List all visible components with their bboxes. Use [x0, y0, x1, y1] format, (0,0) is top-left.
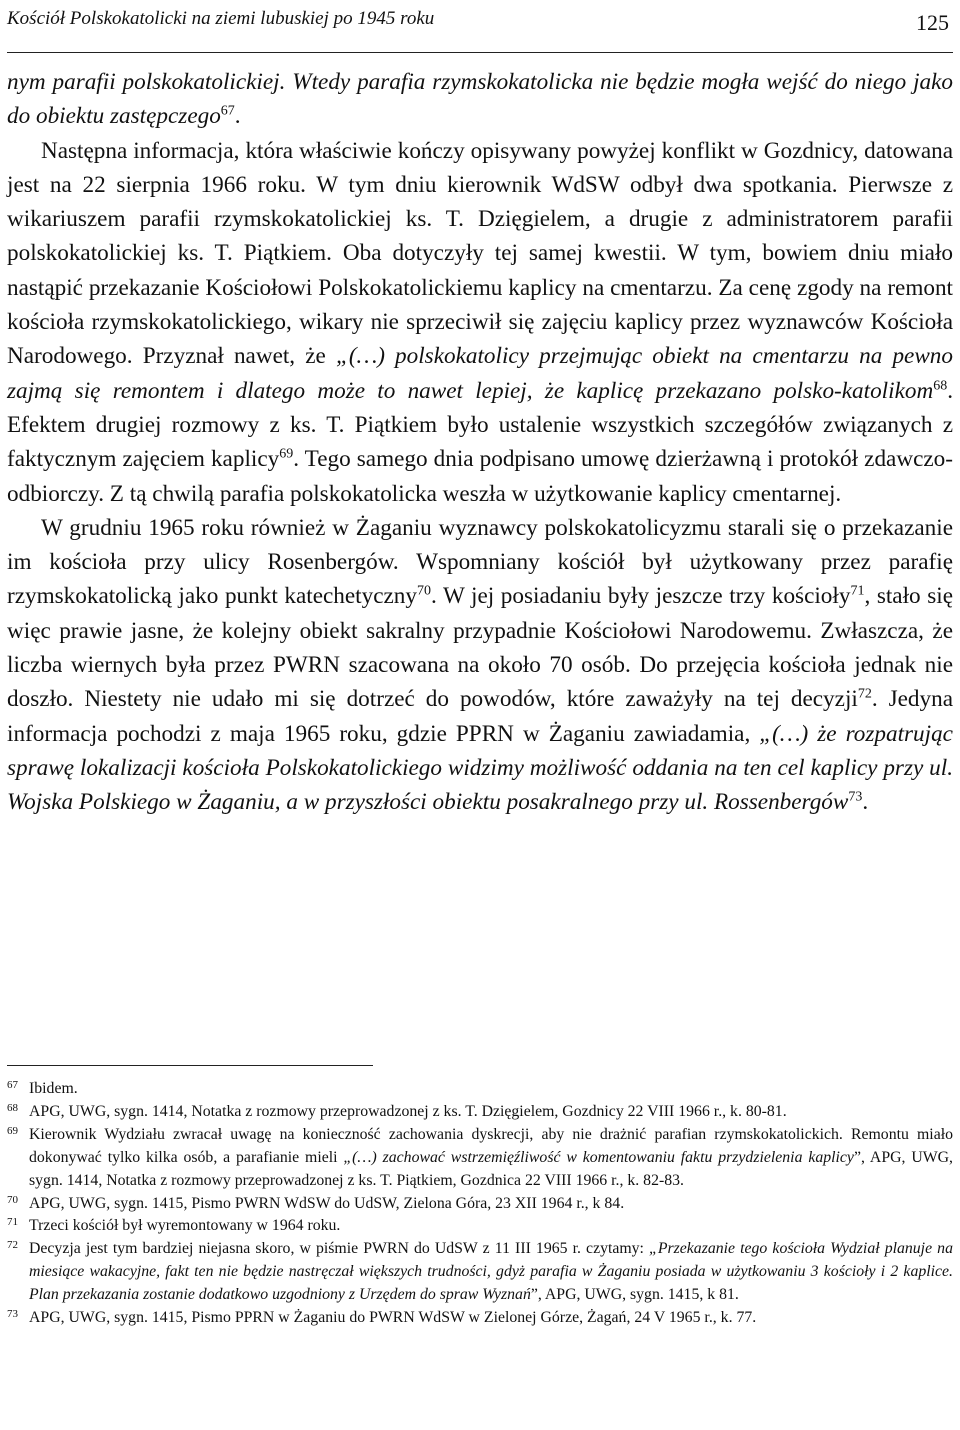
paragraph-3	[7, 511, 953, 820]
text-run: Następna informacja, która właściwie kończy opisywany powyżej konflikt w Gozdnicy, datowana jest na 22 sierpnia 1966 roku. W tym dniu kierownik WdSW odbył dwa spotkania. Pierwsze z wikariuszem parafii rzymskokatolickiej ks. T. Dzięgielem, a drugie z administratorem parafii polskokatolickiej ks. T. Piątkiem. Oba dotyczyły tej samej kwestii. W tym, bowiem dniu miało nastąpić przekazanie Kościołowi Polskokatolickiemu kaplicy na cmentarzu. Za cenę zgody na remont kościoła rzymskokatolickiego, wikary nie sprzeciwił się zajęciu kaplicy przez wyznawców Kościoła Narodowego. Przyznał nawet, że	[7, 137, 953, 370]
footnote-ref: 72	[857, 686, 872, 702]
footnote-73	[7, 1307, 953, 1330]
footnote-text: APG, UWG, sygn. 1414, Notatka z rozmowy przeprowadzonej z ks. T. Dzięgielem, Gozdnicy 22 VIII 1966 r., k. 80-81.	[29, 1102, 787, 1120]
footnote-number: 68	[7, 1101, 18, 1114]
footnote-text: Ibidem.	[29, 1080, 78, 1097]
footnote-text: Trzeci kościół był wyremontowany w 1964 roku.	[29, 1217, 341, 1235]
footnote-67	[7, 1078, 953, 1101]
text-run: . W jej posiadaniu były jeszcze trzy kościoły	[430, 583, 851, 610]
text-run: W grudniu 1965 roku również w Żaganiu wyznawcy polskokatolicyzmu starali się o przekazanie im kościoła przy ulicy Rosenbergów. Wspomniany kościół był użytkowany przez parafię rzymskokatolicką jako punkt katechetyczny	[7, 514, 953, 610]
footnote-69	[7, 1124, 953, 1193]
footnote-ref: 73	[848, 789, 863, 805]
footnote-number: 70	[7, 1193, 18, 1206]
text-run: . Tego samego dnia podpisano umowę dzierżawną i protokół zdawczo-odbiorczy. Z tą chwilą parafia polskokatolicka weszła w użytkowanie kaplicy cmentarnej.	[7, 446, 953, 507]
footnote-ref: 67	[220, 103, 235, 119]
footnote-ref: 69	[279, 446, 294, 462]
footnote-text: APG, UWG, sygn. 1415, Pismo PWRN WdSW do UdSW, Zielona Góra, 23 XII 1964 r., k 84.	[29, 1194, 625, 1212]
page-header	[7, 6, 953, 53]
footnote-ref: 68	[933, 377, 948, 393]
text-run: . Efektem drugiej rozmowy z ks. T. Piątkiem było ustalenie wszystkich szczegółów związanych z faktycznym zajęciem kaplicy	[7, 377, 953, 473]
footnote-text: Decyzja jest tym bardziej niejasna skoro, w piśmie PWRN do UdSW z 11 III 1965 r. czytamy:	[29, 1240, 650, 1258]
italic-quote: nym parafii polskokatolickiej. Wtedy parafia rzymskokatolicka nie będzie mogła wejść do niego jako do obiektu zastępczego	[7, 69, 953, 130]
text-run: .	[862, 789, 869, 816]
document-page	[7, 0, 954, 1327]
footnotes	[7, 1078, 953, 1330]
footnote-71	[7, 1215, 953, 1238]
text-run: . Jedyna informacja pochodzi z maja 1965 roku, gdzie PPRN w Żaganiu zawiadamia,	[7, 686, 953, 747]
footnote-text: Kierownik Wydziału zwracał uwagę na konieczność zachowania dyskrecji, aby nie drażnić parafian rzymskokatolickich. Remontu miało dokonywać tylko kilka osób, a parafianie mieli	[29, 1125, 953, 1166]
footnote-ref: 71	[850, 583, 865, 599]
running-title: Kościół Polskokatolicki na ziemi lubuskiej po 1945 roku	[7, 8, 435, 29]
footnote-text: ”, APG, UWG, sygn. 1414, Notatka z rozmowy przeprowadzonej z ks. T. Piątkiem, Gozdnica 22 VIII 1966 r., k. 82-83.	[29, 1148, 954, 1189]
text-run: , stało się więc prawie jasne, że kolejny obiekt sakralny przypadnie Kościołowi Narodowemu. Zwłaszcza, że liczba wiernych była przez PWRN szacowana na około 70 osób. Do przejęcia kościoła jednak nie doszło. Niestety nie udało mi się dotrzeć do powodów, które zaważyły na tej decyzji	[7, 583, 953, 713]
text-run: .	[234, 103, 241, 130]
footnote-70	[7, 1193, 953, 1216]
footnote-italic: „Przekazanie tego kościoła Wydział planuje na miesiące wakacyjne, fakt ten nie będzie nastręczał większych trudności, gdyż parafia w Żaganiu posiada w użytkowaniu 3 kościoły i 2 kaplice. Plan przekazania zostanie dodatkowo uzgodniony z Urzędem do spraw Wyznań	[29, 1240, 953, 1304]
paragraph-1	[7, 65, 953, 134]
footnote-number: 67	[7, 1079, 18, 1091]
footnote-number: 71	[7, 1216, 18, 1229]
page-number: 125	[916, 10, 949, 35]
main-text	[7, 65, 953, 820]
footnote-ref: 70	[416, 583, 431, 599]
italic-quote: „(…) polskokatolicy przejmując obiekt na cmentarzu na pewno zajmą się remontem i dlatego może to nawet lepiej, że kaplicę przekazano polsko-katolikom	[7, 343, 953, 404]
footnote-72	[7, 1238, 953, 1307]
footnote-separator	[7, 1065, 373, 1066]
footnote-number: 73	[7, 1308, 18, 1321]
footnote-text: ”, APG, UWG, sygn. 1415, k 81.	[530, 1286, 739, 1304]
italic-quote: „(…) że rozpatrując sprawę lokalizacji kościoła Polskokatolickiego widzimy możliwość oddania na ten cel kaplicy przy ul. Wojska Polskiego w Żaganiu, a w przyszłości obiektu posakralnego przy ul. Rossenbergów	[7, 720, 953, 816]
footnote-68	[7, 1101, 953, 1124]
footnote-number: 69	[7, 1124, 18, 1137]
footnote-text: APG, UWG, sygn. 1415, Pismo PPRN w Żaganiu do PWRN WdSW w Zielonej Górze, Żagań, 24 V 1965 r., k. 77.	[29, 1309, 757, 1327]
footnote-italic: „(…) zachować wstrzemięźliwość w komentowaniu faktu przydzielenia kaplicy	[343, 1148, 854, 1166]
paragraph-2	[7, 134, 953, 511]
footnote-number: 72	[7, 1239, 18, 1252]
